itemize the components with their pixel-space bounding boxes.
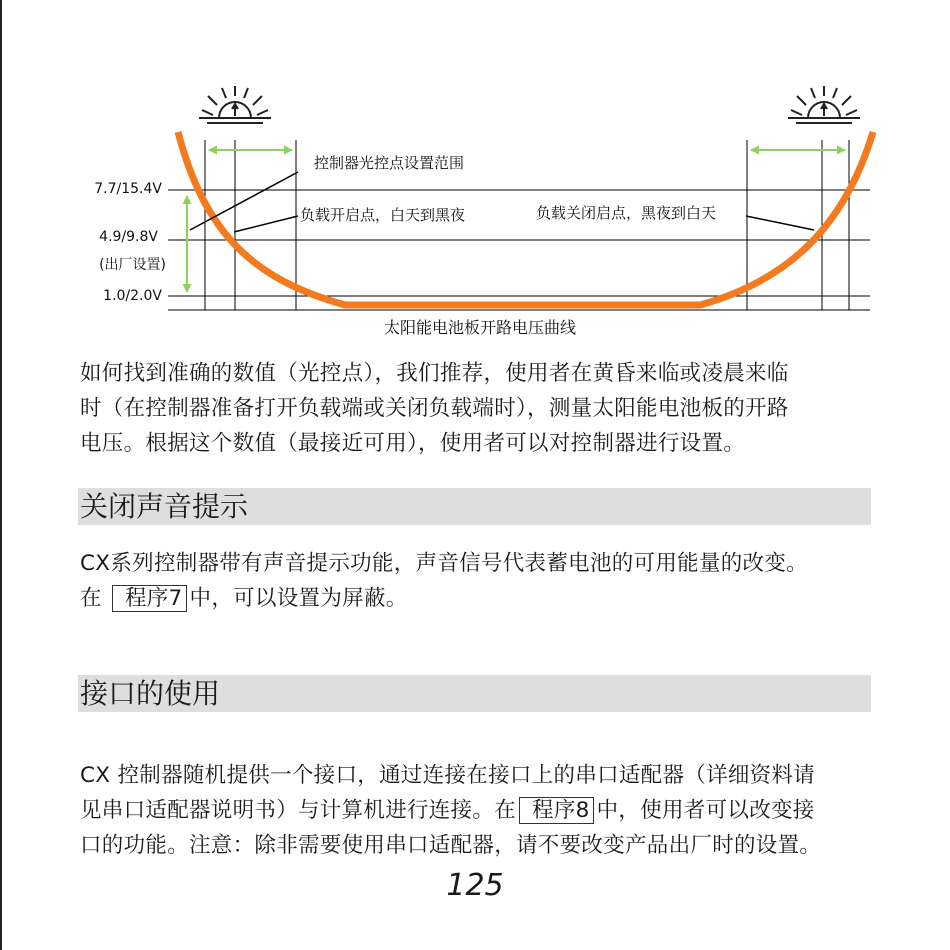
interface-line-2 <box>80 793 880 828</box>
sun-icon-right <box>788 86 860 123</box>
off-point-pointer-line <box>746 216 814 230</box>
y-label-mid: 4.9/9.8V <box>99 229 158 245</box>
interface-paragraph <box>80 758 880 863</box>
intro-line-2: 时（在控制器准备打开负载端或关闭负载端时），测量太阳能电池板的开路 <box>80 396 789 421</box>
interface-line-1: CX 控制器随机提供一个接口，通过连接在接口上的串口适配器（详细资料请 <box>80 763 816 788</box>
interface-line-2-suffix: 中，使用者可以改变接 <box>596 798 815 823</box>
interface-line-3: 口的功能。注意：除非需要使用串口适配器，请不要改变产品出厂时的设置。 <box>80 833 822 858</box>
intro-line-3: 电压。根据这个数值（最接近可用），使用者可以对控制器进行设置。 <box>80 431 746 456</box>
sound-line-2-prefix: 在 <box>80 586 102 611</box>
on-point-label: 负载开启点，白天到黑夜 <box>300 206 466 224</box>
voltage-curve <box>178 132 873 305</box>
sound-line-2-suffix: 中，可以设置为屏蔽。 <box>189 586 408 611</box>
section-heading-sound <box>78 488 871 525</box>
page-number: 125 <box>446 868 504 903</box>
sound-line-2 <box>80 581 880 616</box>
section-title-interface: 接口的使用 <box>80 677 221 710</box>
on-point-pointer-line <box>234 216 298 232</box>
range-label: 控制器光控点设置范围 <box>314 154 465 172</box>
intro-line-1: 如何找到准确的数值（光控点），我们推荐，使用者在黄昏来临或凌晨来临 <box>80 361 789 386</box>
sound-paragraph <box>80 546 880 616</box>
voltage-curve-diagram <box>0 0 950 345</box>
section-title-sound: 关闭声音提示 <box>80 490 249 523</box>
y-label-high: 7.7/15.4V <box>94 181 162 197</box>
interface-line-2-prefix: 见串口适配器说明书）与计算机进行连接。在 <box>80 798 517 823</box>
sun-icon-left <box>199 86 271 123</box>
off-point-label: 负载关闭启点，黑夜到白天 <box>536 204 717 222</box>
sound-line-1: CX系列控制器带有声音提示功能，声音信号代表蓄电池的可用能量的改变。 <box>80 551 808 576</box>
chart-caption: 太阳能电池板开路电压曲线 <box>383 318 577 337</box>
y-label-low: 1.0/2.0V <box>103 288 162 304</box>
intro-paragraph <box>80 356 880 461</box>
program-8-box: 程序8 <box>519 797 594 824</box>
y-label-factory: (出厂设置) <box>99 257 166 273</box>
section-heading-interface <box>78 675 871 712</box>
program-7-box: 程序7 <box>112 585 187 612</box>
